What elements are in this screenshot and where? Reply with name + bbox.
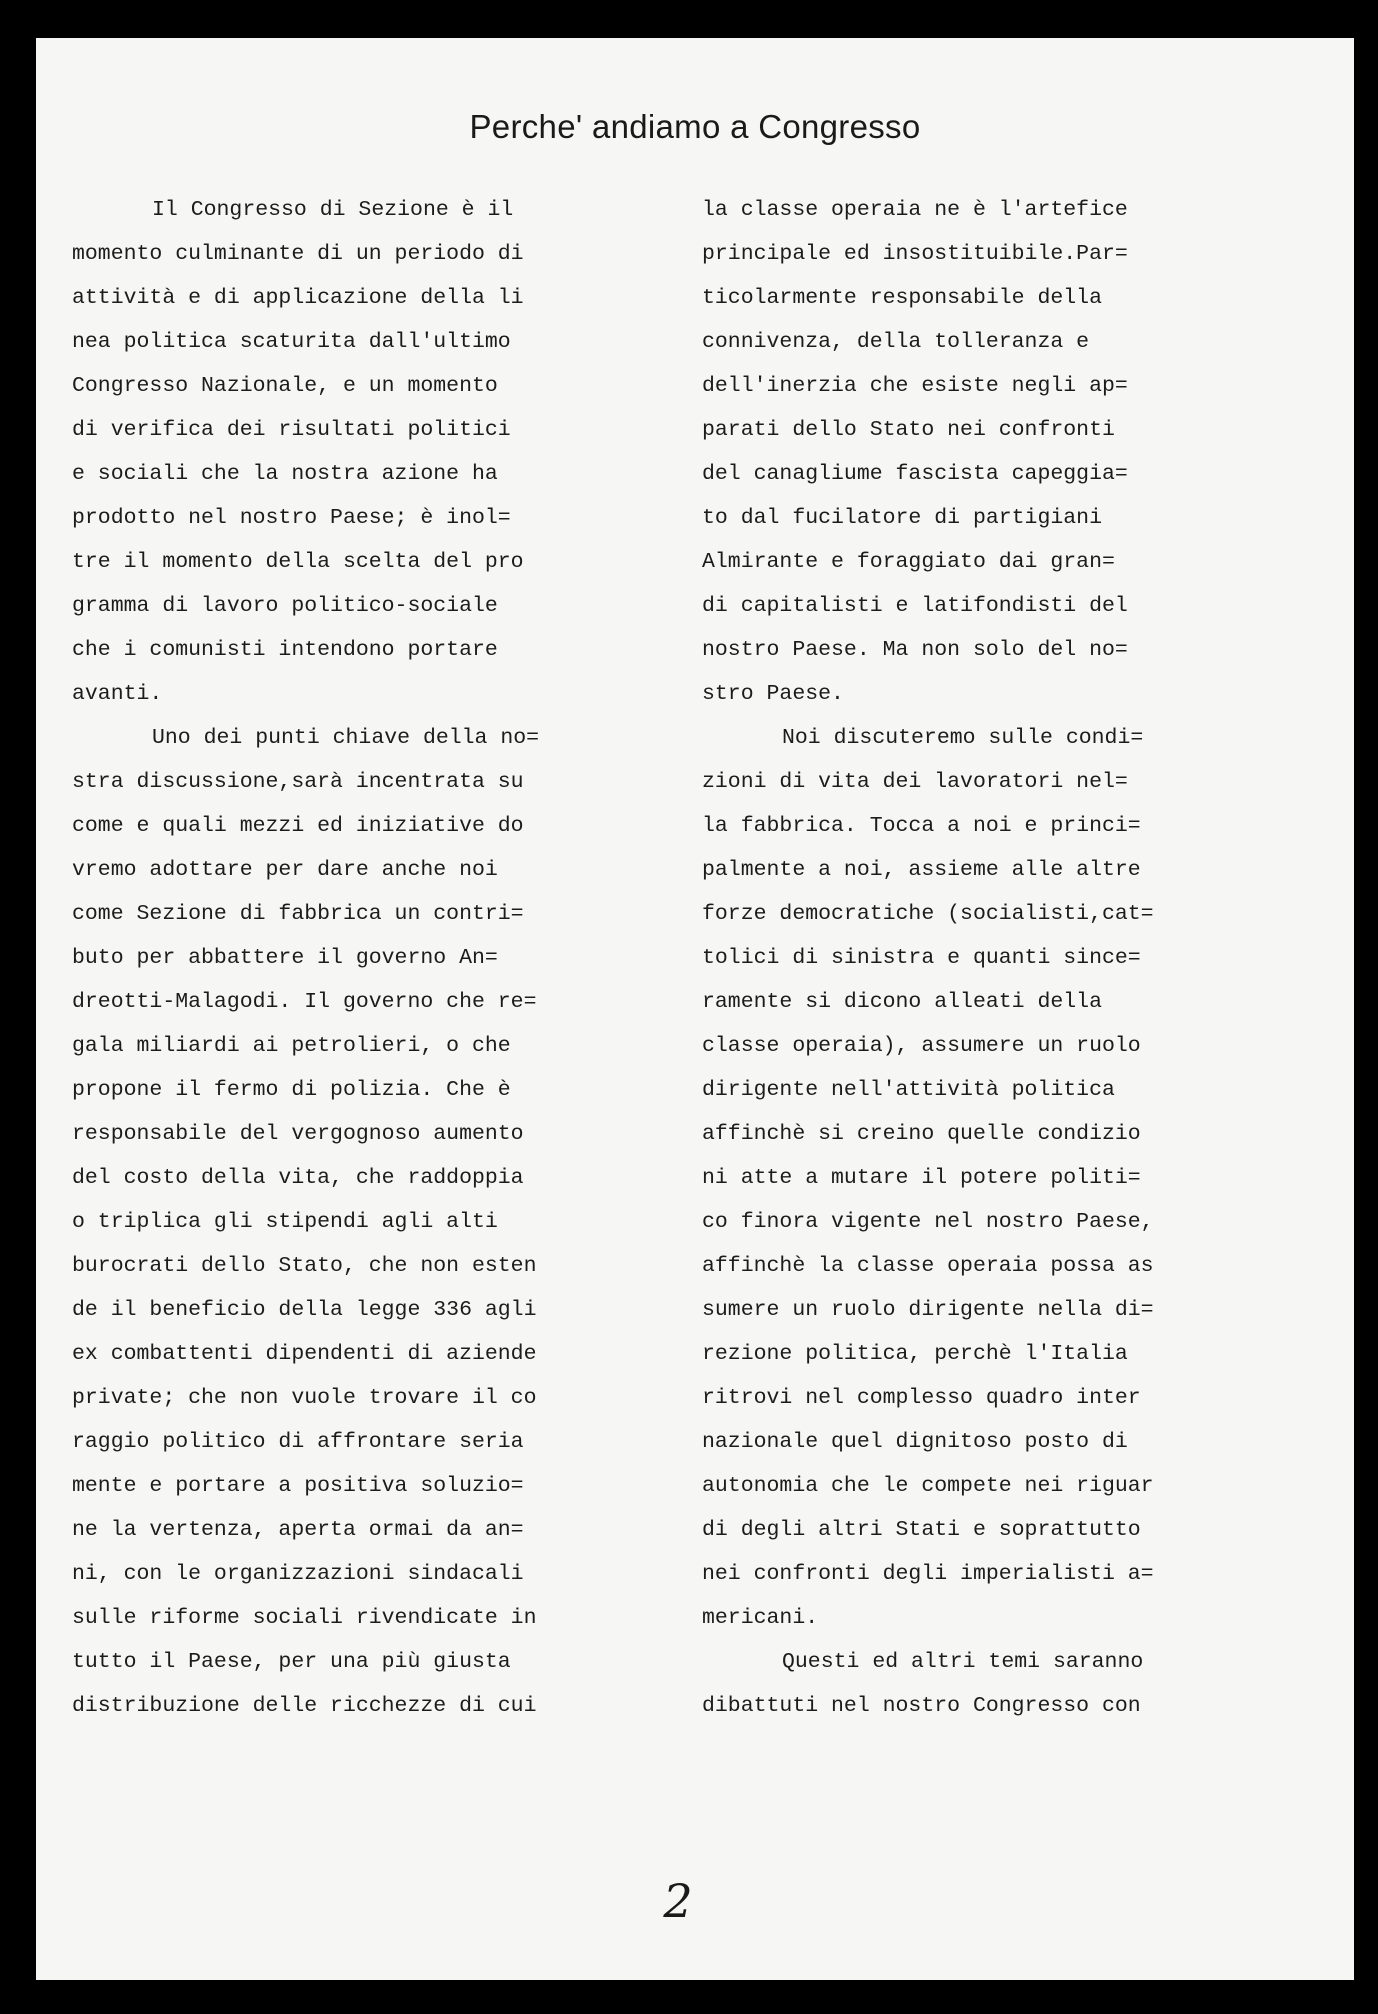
text-line: stro Paese.	[702, 682, 844, 706]
text-line: avanti.	[72, 682, 163, 706]
text-line: nazionale quel dignitoso posto di	[702, 1430, 1128, 1454]
text-line: tutto il Paese, per una più giusta	[72, 1650, 511, 1674]
text-line: ticolarmente responsabile della	[702, 286, 1102, 310]
text-line: Almirante e foraggiato dai gran=	[702, 550, 1115, 574]
text-line: del canagliume fascista capeggia=	[702, 462, 1128, 486]
text-line: di verifica dei risultati politici	[72, 418, 511, 442]
text-line: stra discussione,sarà incentrata su	[72, 770, 524, 794]
text-line: distribuzione delle ricchezze di cui	[72, 1694, 537, 1718]
text-line: e sociali che la nostra azione ha	[72, 462, 498, 486]
text-line: sulle riforme sociali rivendicate in	[72, 1606, 537, 1630]
text-line: vremo adottare per dare anche noi	[72, 858, 498, 882]
text-line: la classe operaia ne è l'artefice	[702, 198, 1128, 222]
text-line: ni, con le organizzazioni sindacali	[72, 1562, 524, 1586]
text-line: ramente si dicono alleati della	[702, 990, 1102, 1014]
text-line: di capitalisti e latifondisti del	[702, 594, 1128, 618]
text-line: co finora vigente nel nostro Paese,	[702, 1210, 1154, 1234]
page-title: Perche' andiamo a Congresso	[469, 108, 921, 145]
text-line: connivenza, della tolleranza e	[702, 330, 1090, 354]
text-line: nea politica scaturita dall'ultimo	[72, 330, 511, 354]
text-line: come e quali mezzi ed iniziative do	[72, 814, 524, 838]
text-line: ni atte a mutare il potere politi=	[702, 1166, 1141, 1190]
text-line: de il beneficio della legge 336 agli	[72, 1298, 537, 1322]
text-line: classe operaia), assumere un ruolo	[702, 1034, 1141, 1058]
text-line: dreotti-Malagodi. Il governo che re=	[72, 990, 537, 1014]
text-line: ex combattenti dipendenti di aziende	[72, 1342, 537, 1366]
text-line: attività e di applicazione della li	[72, 286, 524, 310]
text-line: Noi discuteremo sulle condi=	[782, 726, 1144, 750]
text-line: affinchè si creino quelle condizio	[702, 1122, 1141, 1146]
text-line: o triplica gli stipendi agli alti	[72, 1210, 498, 1234]
text-line: mericani.	[702, 1606, 819, 1630]
text-line: affinchè la classe operaia possa as	[702, 1254, 1154, 1278]
text-line: forze democratiche (socialisti,cat=	[702, 902, 1154, 926]
text-line: nei confronti degli imperialisti a=	[702, 1562, 1154, 1586]
text-line: gala miliardi ai petrolieri, o che	[72, 1034, 511, 1058]
text-line: sumere un ruolo dirigente nella di=	[702, 1298, 1154, 1322]
text-line: di degli altri Stati e soprattutto	[702, 1518, 1141, 1542]
text-line: rezione politica, perchè l'Italia	[702, 1342, 1128, 1366]
text-line: dibattuti nel nostro Congresso con	[702, 1694, 1141, 1718]
text-line: mente e portare a positiva soluzio=	[72, 1474, 524, 1498]
text-line: Congresso Nazionale, e un momento	[72, 374, 498, 398]
text-line: nostro Paese. Ma non solo del no=	[702, 638, 1128, 662]
text-line: Il Congresso di Sezione è il	[152, 198, 514, 222]
text-line: zioni di vita dei lavoratori nel=	[702, 770, 1128, 794]
text-line: tolici di sinistra e quanti since=	[702, 946, 1141, 970]
document-page	[36, 38, 1354, 1980]
text-line: raggio politico di affrontare seria	[72, 1430, 524, 1454]
text-line: ne la vertenza, aperta ormai da an=	[72, 1518, 524, 1542]
text-line: Uno dei punti chiave della no=	[152, 726, 540, 750]
text-line: dell'inerzia che esiste negli ap=	[702, 374, 1128, 398]
text-line: private; che non vuole trovare il co	[72, 1386, 537, 1410]
text-line: come Sezione di fabbrica un contri=	[72, 902, 524, 926]
text-line: dirigente nell'attività politica	[702, 1078, 1115, 1102]
text-line: propone il fermo di polizia. Che è	[72, 1078, 511, 1102]
page-number: 2	[663, 1874, 693, 1928]
text-line: to dal fucilatore di partigiani	[702, 506, 1102, 530]
text-line: buto per abbattere il governo An=	[72, 946, 498, 970]
text-line: responsabile del vergognoso aumento	[72, 1122, 524, 1146]
text-line: prodotto nel nostro Paese; è inol=	[72, 506, 511, 530]
text-line: che i comunisti intendono portare	[72, 638, 498, 662]
text-line: gramma di lavoro politico-sociale	[72, 594, 498, 618]
text-line: principale ed insostituibile.Par=	[702, 242, 1128, 266]
text-line: tre il momento della scelta del pro	[72, 550, 524, 574]
text-line: del costo della vita, che raddoppia	[72, 1166, 524, 1190]
text-line: palmente a noi, assieme alle altre	[702, 858, 1141, 882]
text-line: burocrati dello Stato, che non esten	[72, 1254, 537, 1278]
text-line: la fabbrica. Tocca a noi e princi=	[702, 814, 1141, 838]
text-line: autonomia che le compete nei riguar	[702, 1474, 1154, 1498]
text-line: Questi ed altri temi saranno	[782, 1650, 1144, 1674]
text-line: parati dello Stato nei confronti	[702, 418, 1115, 442]
text-line: momento culminante di un periodo di	[72, 242, 524, 266]
text-line: ritrovi nel complesso quadro inter	[702, 1386, 1141, 1410]
